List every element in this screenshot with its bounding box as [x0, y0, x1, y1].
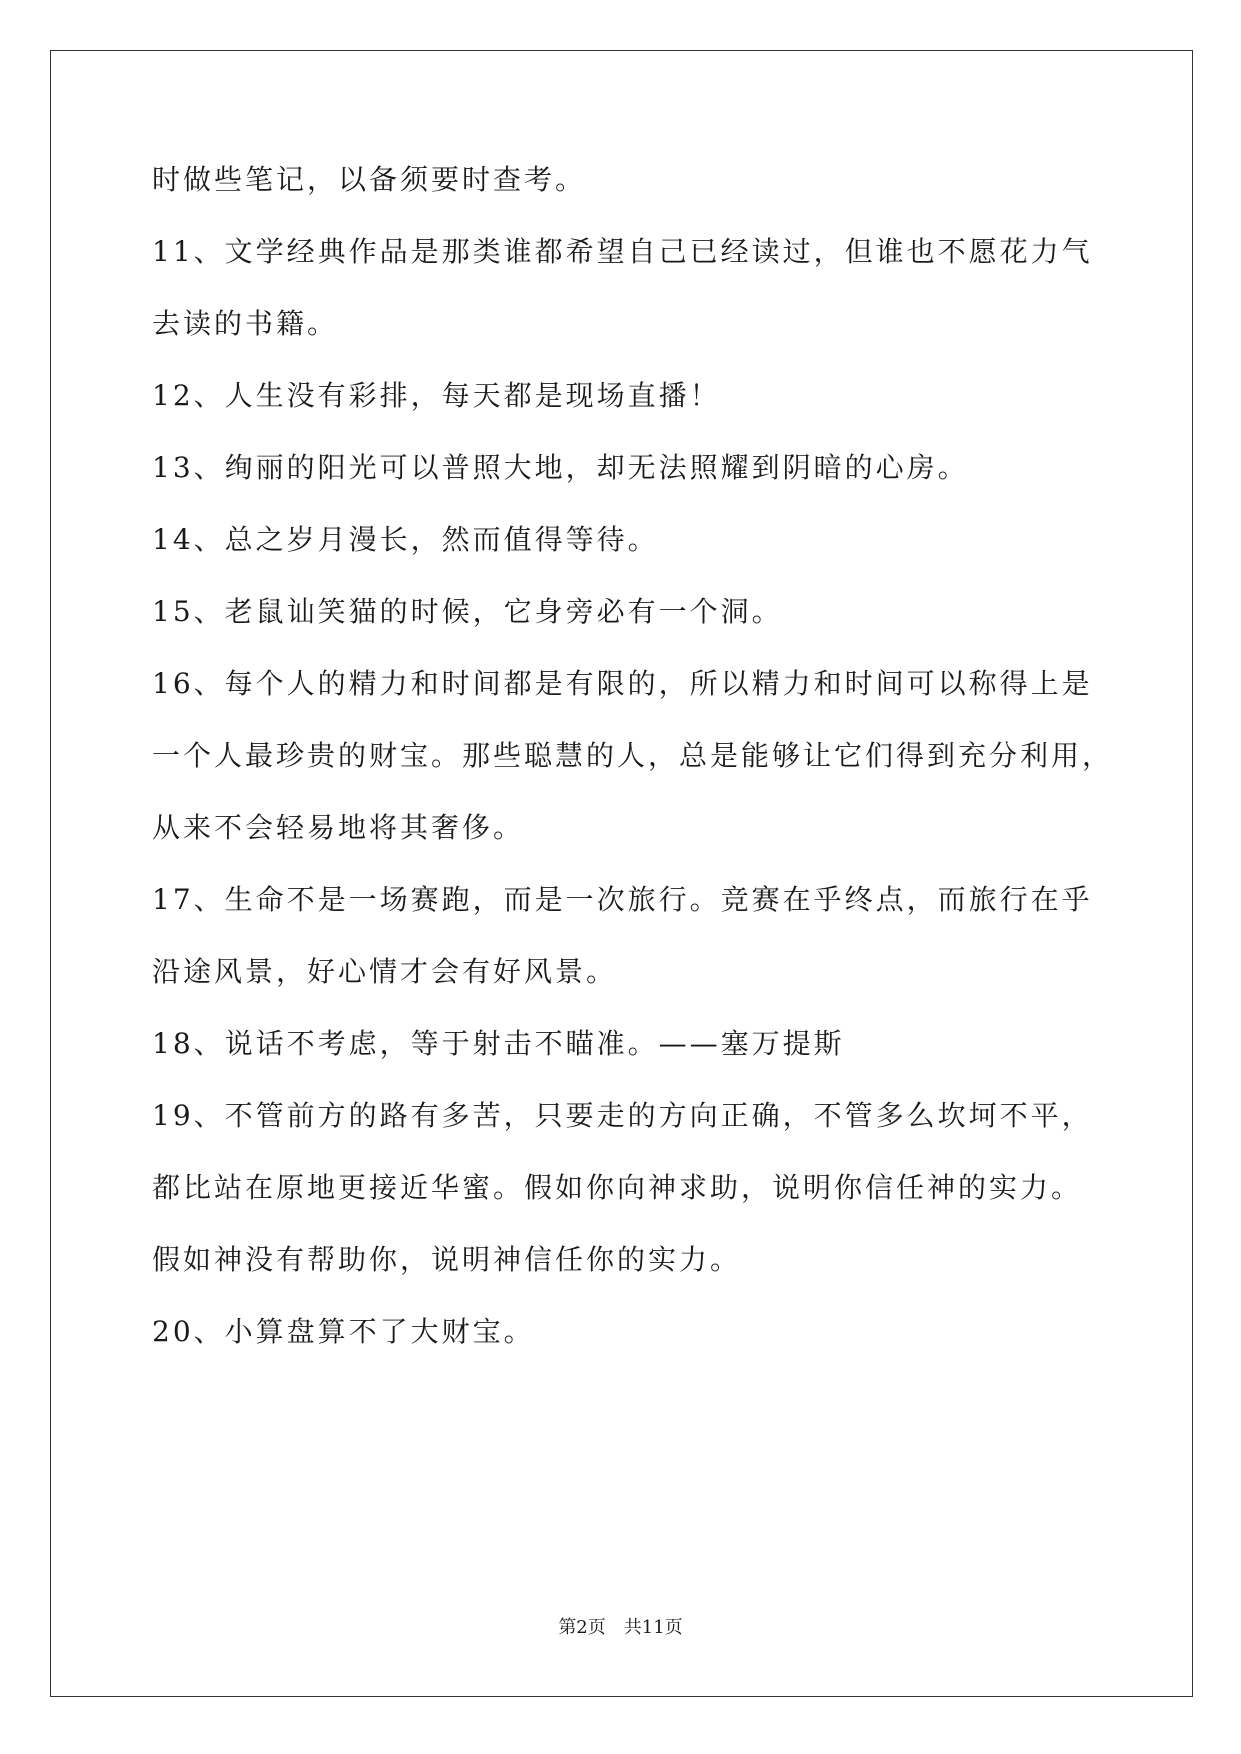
- text-line: 17、生命不是一场赛跑，而是一次旅行。竞赛在乎终点，而旅行在乎: [152, 883, 1093, 916]
- text-line: 14、总之岁月漫长，然而值得等待。: [152, 523, 659, 556]
- page-number-footer: 第2页 共11页: [558, 1617, 683, 1638]
- text-line: 19、不管前方的路有多苦，只要走的方向正确，不管多么坎坷不平，: [152, 1099, 1093, 1132]
- text-line: 16、每个人的精力和时间都是有限的，所以精力和时间可以称得上是: [152, 667, 1093, 700]
- text-line: 去读的书籍。: [152, 307, 339, 340]
- text-line: 从来不会轻易地将其奢侈。: [152, 811, 525, 844]
- text-line: 13、绚丽的阳光可以普照大地，却无法照耀到阴暗的心房。: [152, 451, 969, 484]
- text-line: 11、文学经典作品是那类谁都希望自己已经读过，但谁也不愿花力气: [152, 235, 1093, 268]
- text-line: 18、说话不考虑，等于射击不瞄准。——塞万提斯: [152, 1027, 845, 1060]
- page-border: [50, 50, 1193, 1697]
- text-line: 12、人生没有彩排，每天都是现场直播！: [152, 379, 721, 412]
- text-line: 沿途风景，好心情才会有好风景。: [152, 955, 618, 988]
- text-line: 15、老鼠讪笑猫的时候，它身旁必有一个洞。: [152, 595, 783, 628]
- text-line: 假如神没有帮助你，说明神信任你的实力。: [152, 1243, 742, 1276]
- text-line: 20、小算盘算不了大财宝。: [152, 1315, 535, 1348]
- text-line: 都比站在原地更接近华蜜。假如你向神求助，说明你信任神的实力。: [152, 1171, 1083, 1204]
- text-line: 一个人最珍贵的财宝。那些聪慧的人，总是能够让它们得到充分利用，: [152, 739, 1114, 772]
- text-line: 时做些笔记，以备须要时查考。: [152, 163, 587, 196]
